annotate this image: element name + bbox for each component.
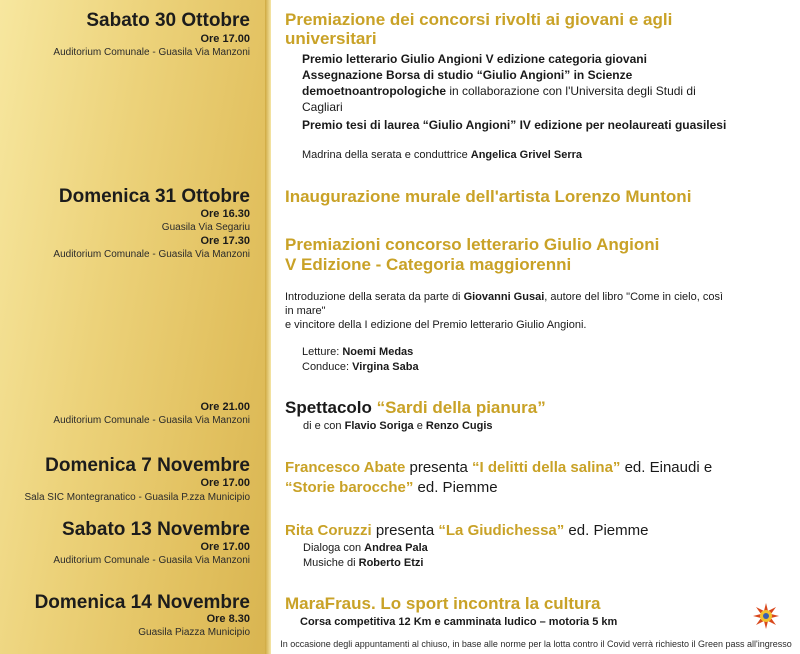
event-credit [303, 556, 800, 570]
host-label: Madrina della serata e conduttrice [302, 149, 471, 161]
credit-label: Dialoga con [303, 542, 365, 554]
event-time: Ore 17.00 [200, 33, 250, 45]
event-credit [302, 360, 800, 374]
text: presenta [405, 459, 473, 476]
bold-text: demoetnoantropologiche [302, 84, 446, 98]
event-date: Sabato 13 Novembre [62, 519, 250, 540]
event-venue: Auditorium Comunale - Guasila Via Manzoni [53, 249, 250, 260]
event-line: Premio letterario Giulio Angioni V edizione categoria giovani [302, 52, 647, 66]
event-host [302, 148, 800, 162]
festival-logo-icon [752, 602, 780, 630]
event-title [285, 521, 785, 540]
event-credit [303, 541, 800, 555]
text: presenta [371, 522, 439, 539]
event-title: Premiazioni concorso letterario Giulio Angioni [285, 235, 660, 254]
event-date: Domenica 14 Novembre [34, 592, 250, 613]
event-venue: Sala SIC Montegranatico - Guasila P.zza Municipio [24, 492, 250, 503]
event-title [285, 398, 785, 418]
event-title [285, 458, 785, 477]
text: Introduzione della serata da parte di [285, 291, 464, 303]
credit-label: Musiche di [303, 557, 359, 569]
author-name: Rita Coruzzi [285, 522, 372, 539]
event-line: Assegnazione Borsa di studio “Giulio Angioni” in Scienze [302, 68, 633, 82]
event-time: Ore 17.30 [200, 235, 250, 247]
event-title: V Edizione - Categoria maggiorenni [285, 255, 572, 274]
event-venue: Guasila Via Segariu [161, 222, 250, 233]
event-date: Sabato 30 Ottobre [86, 10, 250, 31]
event-time: Ore 16.30 [200, 208, 250, 220]
artist-name: Renzo Cugis [425, 420, 493, 432]
event-venue: Auditorium Comunale - Guasila Via Manzoni [53, 555, 250, 566]
text: di e con [303, 420, 345, 432]
event-line [302, 83, 800, 99]
credit-name: Andrea Pala [364, 542, 428, 554]
footer-note: In occasione degli appuntamenti al chiuso, in base alle norme per la lotta contro il Covid verrà richiesto il Green pass all'ingresso [280, 639, 792, 649]
panel-divider [265, 0, 271, 654]
event-line: Premio tesi di laurea “Giulio Angioni” IV edizione per neolaureati guasilesi [302, 118, 727, 132]
credit-label: Letture: [302, 346, 343, 358]
event-line: Cagliari [302, 100, 343, 114]
event-time: Ore 8.30 [206, 613, 250, 625]
event-date: Domenica 31 Ottobre [58, 186, 250, 207]
text: e [413, 420, 426, 432]
event-time: Ore 17.00 [200, 477, 250, 489]
book-title: “La Giudichessa” [438, 522, 565, 539]
speaker-name: Giovanni Gusai [463, 291, 545, 303]
event-credit [302, 345, 800, 359]
event-venue: Auditorium Comunale - Guasila Via Manzoni [53, 415, 250, 426]
artist-name: Flavio Soriga [344, 420, 414, 432]
credit-name: Noemi Medas [342, 346, 414, 358]
event-intro: e vincitore della I edizione del Premio letterario Giulio Angioni. [285, 319, 587, 331]
event-time: Ore 21.00 [200, 401, 250, 413]
author-name: Francesco Abate [285, 459, 406, 476]
title-text: Spettacolo [285, 398, 377, 417]
event-title: Inaugurazione murale dell'artista Lorenzo Muntoni [285, 187, 692, 206]
credit-name: Roberto Etzi [358, 557, 424, 569]
text: in collaborazione con l'Universita degli Studi di [446, 84, 696, 98]
text: ed. Piemme [564, 522, 649, 539]
event-date: Domenica 7 Novembre [45, 455, 250, 476]
event-credit [303, 419, 800, 433]
show-name: “Sardi della pianura” [376, 398, 546, 417]
event-venue: Auditorium Comunale - Guasila Via Manzoni [53, 47, 250, 58]
text: ed. Einaudi e [620, 459, 713, 476]
text: ed. Piemme [413, 479, 498, 496]
event-title: Premiazione dei concorsi rivolti ai giovani e agli universitari [285, 10, 673, 48]
event-venue: Guasila Piazza Municipio [138, 627, 250, 638]
credit-label: Conduce: [302, 361, 353, 373]
host-name: Angelica Grivel Serra [470, 149, 583, 161]
event-subtitle: Corsa competitiva 12 Km e camminata ludico – motoria 5 km [300, 616, 618, 628]
event-intro: in mare" [285, 305, 326, 317]
event-title: MaraFraus. Lo sport incontra la cultura [285, 594, 601, 613]
event-intro [285, 290, 785, 304]
event-title [285, 478, 785, 497]
book-title: “Storie barocche” [285, 479, 414, 496]
event-time: Ore 17.00 [200, 541, 250, 553]
credit-name: Virgina Saba [352, 361, 419, 373]
book-title: “I delitti della salina” [472, 459, 621, 476]
text: , autore del libro "Come in cielo, così [544, 291, 724, 303]
